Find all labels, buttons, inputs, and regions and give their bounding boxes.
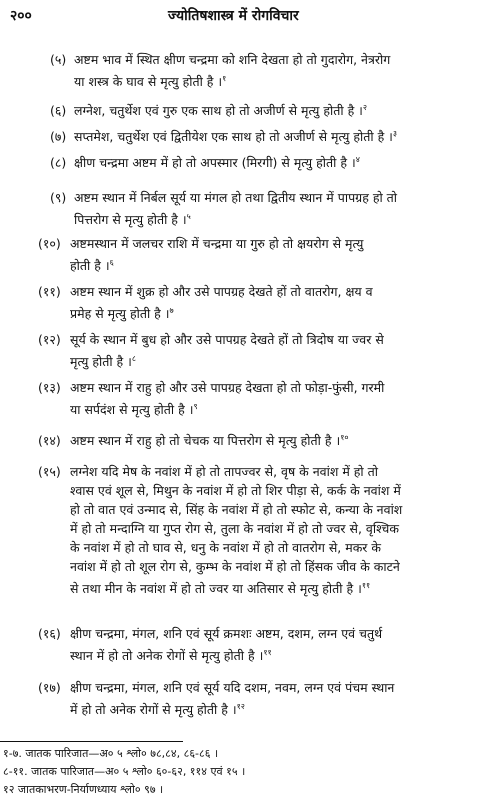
footnote-ref: ९ — [193, 402, 198, 411]
item-text: नवांश में हो तो शूल रोग से, कुम्भ के नवांश में हो तो हिंसक जीव के काटने — [70, 559, 400, 574]
list-item-16 — [38, 624, 480, 665]
item-text: या सर्पदंश से मृत्यु होती है । — [70, 402, 194, 418]
list-item-10 — [38, 234, 480, 275]
item-text: में हो तो अनेक रोगों से मृत्यु होती है । — [70, 702, 237, 718]
footnote-ref: ६ — [109, 258, 114, 267]
item-number: (१५) — [38, 464, 61, 479]
item-text: हो तो वात एवं उन्माद से, सिंह के नवांश में हो तो स्फोट से, कन्या के नवांश — [70, 502, 403, 517]
item-number: (१३) — [38, 380, 61, 395]
footnote-ref: २ — [362, 103, 368, 112]
list-item-5 — [50, 50, 480, 91]
item-text: से तथा मीन के नवांश में हो तो ज्वर या अतिसार से मृत्यु होती है । — [70, 581, 362, 597]
footnote-ref: १० — [340, 433, 349, 442]
item-number: (११) — [38, 284, 61, 299]
item-text: अष्टम स्थान में राहु हो तो चेचक या पित्तरोग से मृत्यु होती है । — [70, 433, 341, 449]
list-item-12 — [38, 330, 480, 371]
item-number: (१६) — [38, 626, 61, 641]
footnote-line: १-७. जातक पारिजात—अ० ५ श्लो० ७८,८४, ८६-८६ । — [3, 747, 219, 760]
footnote-line: ८-११. जातक पारिजात—अ० ५ श्लो० ६०-६२, ११४ एवं १५ । — [3, 765, 246, 778]
list-item-11 — [38, 282, 480, 323]
item-text: अष्टम भाव में स्थित क्षीण चन्द्रमा को शनि देखता हो तो गुदारोग, नेत्ररोग — [74, 52, 391, 67]
list-item-6 — [50, 98, 480, 120]
footnote-ref: ४ — [355, 155, 360, 164]
footnote-ref: ७ — [169, 306, 174, 315]
list-item-7 — [50, 124, 480, 146]
item-text: स्थान में हो तो अनेक रोगों से मृत्यु होती है । — [70, 648, 264, 664]
item-number: (७) — [50, 129, 67, 145]
footnote-ref: १२ — [236, 702, 245, 711]
item-number: (१७) — [38, 680, 61, 695]
item-text: अष्टमस्थान में जलचर राशि में चन्द्रमा या गुरु हो तो क्षयरोग से मृत्यु — [70, 236, 364, 251]
list-item-13 — [38, 378, 480, 419]
item-text: अष्टम स्थान में निर्बल सूर्य या मंगल हो तथा द्वितीय स्थान में पापग्रह हो तो — [74, 190, 398, 205]
list-item-17 — [38, 678, 480, 719]
item-text: प्रमेह से मृत्यु होती है । — [70, 306, 170, 322]
item-text: पित्तरोग से मृत्यु होती है । — [74, 212, 187, 228]
item-text: लग्नेश यदि मेष के नवांश में हो तो तापज्वर से, वृष के नवांश में हो तो — [70, 464, 379, 479]
item-number: (६) — [50, 103, 67, 119]
item-number: (१०) — [38, 236, 61, 251]
item-text: क्षीण चन्द्रमा अष्टम में हो तो अपस्मार (मिरगी) से मृत्यु होती है । — [74, 155, 356, 171]
item-text: मृत्यु होती है । — [70, 354, 132, 370]
footnote-ref: ११ — [361, 581, 371, 590]
item-text: क्षीण चन्द्रमा, मंगल, शनि एवं सूर्य यदि दशम, नवम, लग्न एवं पंचम स्थान — [70, 680, 395, 695]
page-title: ज्योतिषशास्त्र में रोगविचार — [168, 8, 299, 24]
footnote-ref: ५ — [186, 212, 191, 221]
item-text: अष्टम स्थान में शुक्र हो और उसे पापग्रह देखते हों तो वातरोग, क्षय व — [70, 284, 373, 299]
item-number: (१४) — [38, 433, 61, 449]
item-text: सूर्य के स्थान में बुध हो और उसे पापग्रह देखते हों तो त्रिदोष या ज्वर से — [70, 332, 384, 347]
item-text: सप्तमेश, चतुर्थेश एवं द्वितीयेश एक साथ हो तो अजीर्ण से मृत्यु होती है । — [74, 129, 393, 145]
list-item-8 — [50, 150, 480, 172]
item-text: श्वास एवं शूल से, मिथुन के नवांश में हो तो शिर पीड़ा से, कर्क के नवांश में — [70, 483, 401, 498]
item-text: या शस्त्र के घाव से मृत्यु होती है । — [74, 74, 223, 90]
list-item-14 — [38, 428, 480, 450]
item-number: (५) — [50, 52, 67, 67]
item-number: (८) — [50, 155, 67, 171]
footnote-ref: ३ — [392, 129, 398, 138]
item-text: में हो तो मन्दाग्नि या गुप्त रोग से, तुला के नवांश में हो तो ज्वर से, वृश्चिक — [70, 521, 399, 536]
footnote-divider — [0, 741, 183, 742]
item-text: के नवांश में हो तो घाव से, धनु के नवांश में हो तो वातरोग से, मकर के — [70, 540, 381, 555]
list-item-15 — [38, 462, 480, 598]
list-item-9 — [50, 188, 480, 229]
item-text: लग्नेश, चतुर्थेश एवं गुरु एक साथ हो तो अजीर्ण से मृत्यु होती है । — [74, 103, 363, 119]
page-number: २०० — [10, 8, 32, 24]
footnote-ref: १ — [222, 74, 227, 83]
item-text: क्षीण चन्द्रमा, मंगल, शनि एवं सूर्य क्रमशः अष्टम, दशम, लग्न एवं चतुर्थ — [70, 626, 383, 641]
item-text: अष्टम स्थान में राहु हो और उसे पापग्रह देखता हो तो फोड़ा-फुंसी, गरमी — [70, 380, 385, 395]
footnote-ref: ११ — [263, 648, 272, 657]
item-number: (९) — [50, 190, 67, 205]
footnote-line: १२ जातकाभरण-निर्याणध्याय श्लो० ९७ । — [3, 783, 164, 796]
footnote-ref: ८ — [131, 354, 137, 363]
item-number: (१२) — [38, 332, 61, 347]
item-text: होती है । — [70, 258, 110, 274]
